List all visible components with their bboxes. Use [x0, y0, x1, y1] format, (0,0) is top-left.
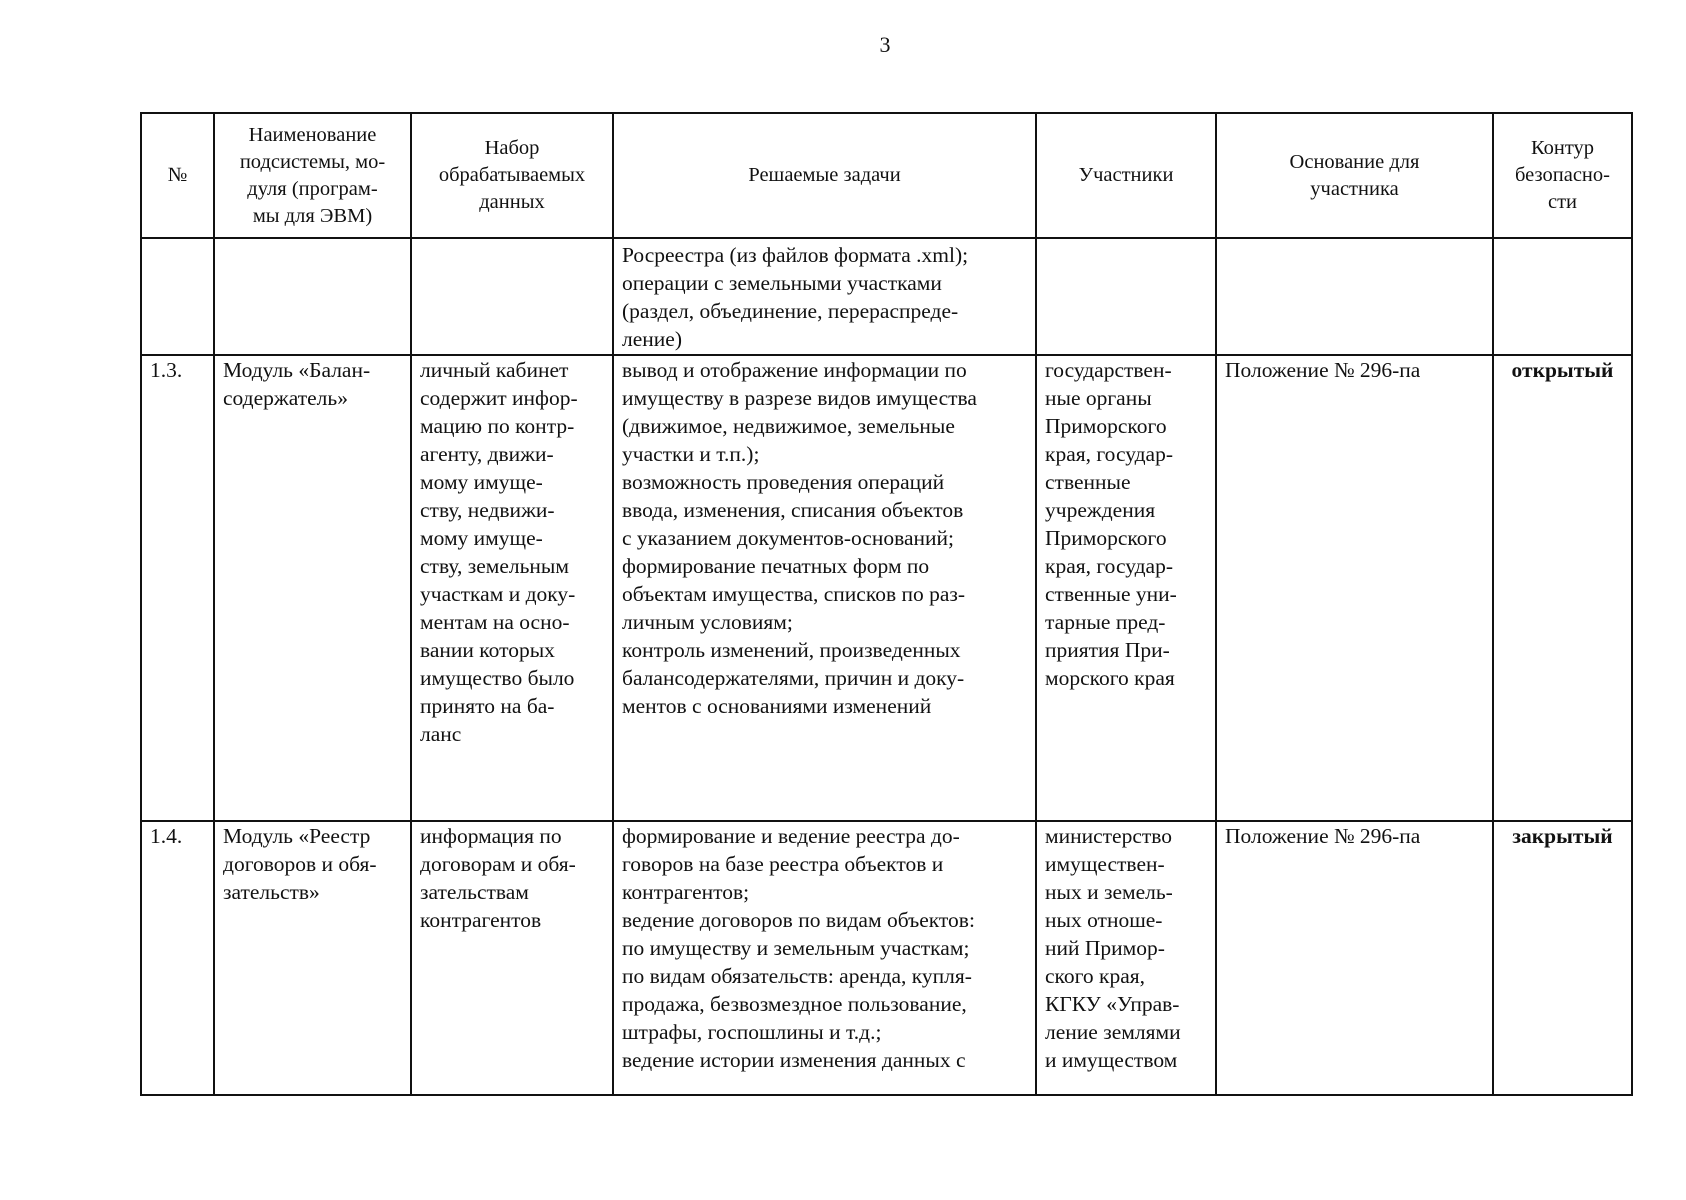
table-header-row [141, 113, 1632, 238]
row-basis [1216, 238, 1493, 355]
header-number: № [141, 113, 214, 238]
header-security-contour: Контур безопасно- сти [1493, 113, 1632, 238]
row-tasks: вывод и отображение информации по имуществу в разрезе видов имущества (движимое, недвижимое, земельные участки и т.п.); возможность проведения операций ввода, изменения, списания объектов с указанием документов-оснований; формирование печатных форм по объектам имущества, списков по раз- личным условиям; контроль изменений, произведенных балансодержателями, причин и доку- ментов с основаниями изменений [613, 355, 1036, 821]
row-security-contour: открытый [1493, 355, 1632, 821]
header-subsystem-name: Наименование подсистемы, мо- дуля (програм- мы для ЭВМ) [214, 113, 411, 238]
row-data-set: информация по договорам и обя- зательствам контрагентов [411, 821, 613, 1095]
row-data-set: личный кабинет содержит инфор- мацию по контр- агенту, движи- мому имуще- ству, недвижи- мому имуще- ству, земельным участкам и доку- ментам на осно- вании которых имущество было принято на ба- ланс [411, 355, 613, 821]
row-security-contour [1493, 238, 1632, 355]
row-participants: государствен- ные органы Приморского края, государ- ственные учреждения Приморского края, государ- ственные уни- тарные пред- приятия При- морского края [1036, 355, 1216, 821]
registry-table [140, 112, 1633, 1096]
row-tasks: Росреестра (из файлов формата .xml); операции с земельными участками (раздел, объединение, перераспреде- ление) [613, 238, 1036, 355]
header-participants: Участники [1036, 113, 1216, 238]
table-row [141, 821, 1632, 1095]
header-basis: Основание для участника [1216, 113, 1493, 238]
row-number [141, 238, 214, 355]
row-basis: Положение № 296-па [1216, 821, 1493, 1095]
row-number: 1.4. [141, 821, 214, 1095]
row-subsystem-name: Модуль «Реестр договоров и обя- зательств» [214, 821, 411, 1095]
row-data-set [411, 238, 613, 355]
row-participants: министерство имуществен- ных и земель- ных отноше- ний Примор- ского края, КГКУ «Управ- ление землями и имуществом [1036, 821, 1216, 1095]
row-subsystem-name [214, 238, 411, 355]
page-number: 3 [879, 32, 891, 57]
row-basis: Положение № 296-па [1216, 355, 1493, 821]
table-row [141, 355, 1632, 821]
row-number: 1.3. [141, 355, 214, 821]
header-tasks: Решаемые задачи [613, 113, 1036, 238]
table-row [141, 238, 1632, 355]
row-subsystem-name: Модуль «Балан- содержатель» [214, 355, 411, 821]
row-tasks: формирование и ведение реестра до- говоров на базе реестра объектов и контрагентов; ведение договоров по видам объектов: по имуществу и земельным участкам; по видам обязательств: аренда, купля- продажа, безвозмездное пользование, штрафы, госпошлины и т.д.; ведение истории изменения данных с [613, 821, 1036, 1095]
row-participants [1036, 238, 1216, 355]
row-security-contour: закрытый [1493, 821, 1632, 1095]
header-data-set: Набор обрабатываемых данных [411, 113, 613, 238]
